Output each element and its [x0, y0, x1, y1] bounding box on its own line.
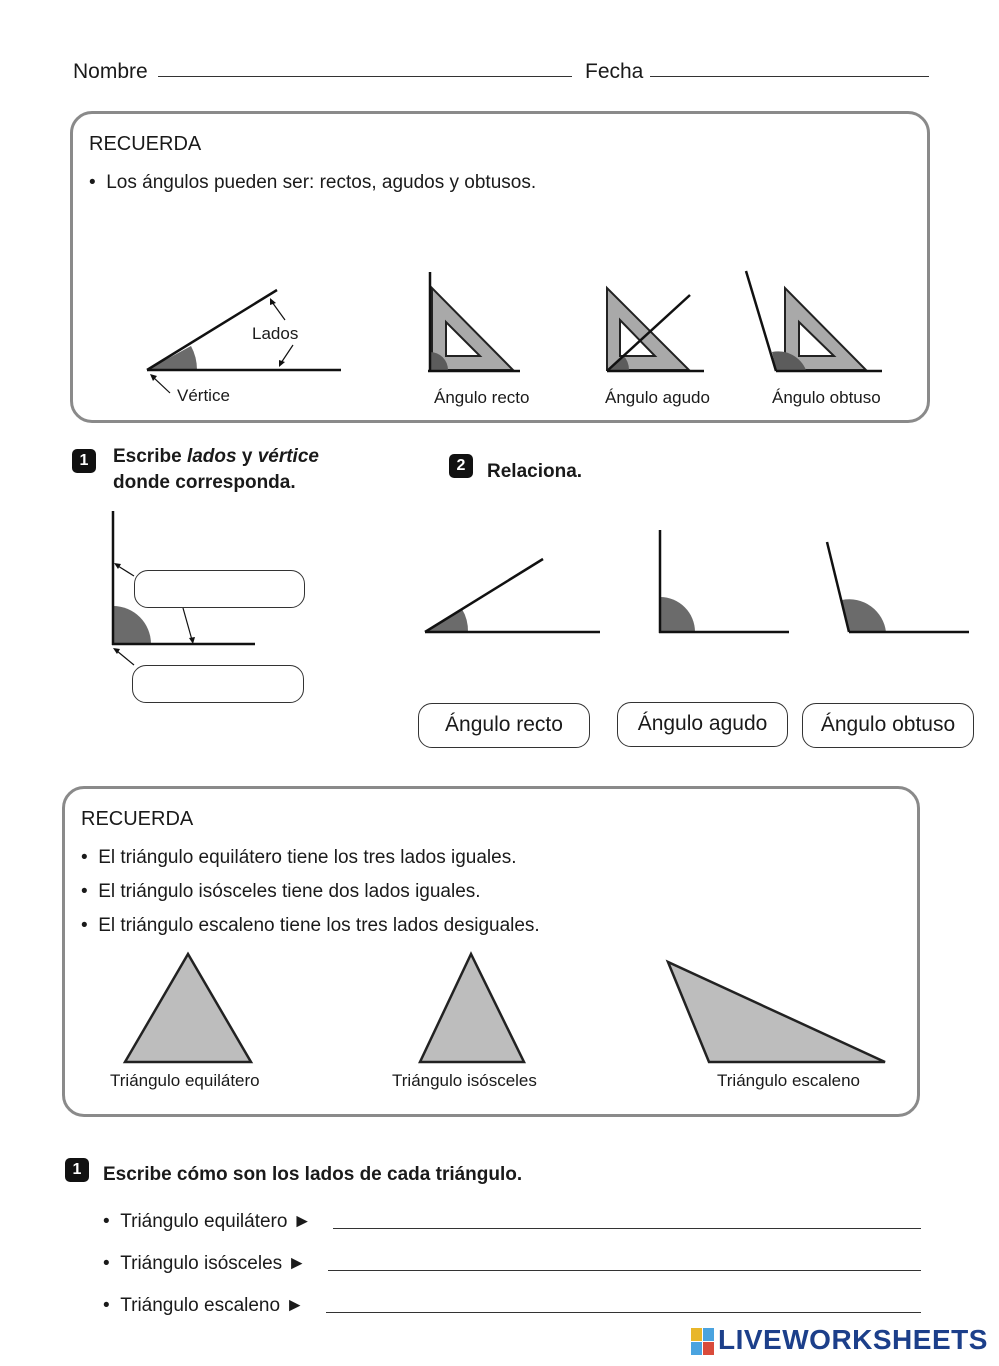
- triangle-bullet-3: • El triángulo escaleno tiene los tres lados desiguales.: [81, 915, 540, 936]
- ex1-title-pre: Escribe: [113, 446, 187, 467]
- caption-equilatero: Triángulo equilátero: [110, 1071, 260, 1090]
- item-isosceles-label: Triángulo isósceles ►: [120, 1253, 307, 1274]
- answer-line-equilatero[interactable]: [333, 1228, 921, 1229]
- answer-line-isosceles[interactable]: [328, 1270, 921, 1271]
- triangle-bullet-2-text: El triángulo isósceles tiene dos lados iguales.: [98, 881, 481, 902]
- item-equilatero-label: Triángulo equilátero ►: [120, 1211, 312, 1232]
- caption-obtuso: Ángulo obtuso: [772, 388, 881, 407]
- ex1-title-vertice: vértice: [257, 446, 319, 467]
- exercise3-title: Escribe cómo son los lados de cada triángulo.: [103, 1164, 523, 1185]
- caption-escaleno: Triángulo escaleno: [717, 1071, 861, 1090]
- answer-line-escaleno[interactable]: [326, 1312, 921, 1313]
- ex1-title-lados: lados: [186, 446, 237, 467]
- triangle-bullet-2: • El triángulo isósceles tiene dos lados iguales.: [81, 881, 481, 902]
- liveworksheets-brand[interactable]: LIVEWORKSHEETS: [718, 1324, 988, 1355]
- caption-recto: Ángulo recto: [434, 388, 530, 407]
- option-angulo-recto[interactable]: Ángulo recto: [418, 703, 590, 748]
- name-label: Nombre: [73, 60, 148, 83]
- exercise3-number: 1: [65, 1158, 89, 1182]
- vertice-label: Vértice: [177, 386, 230, 405]
- recuerda-title: RECUERDA: [89, 133, 202, 155]
- item-escaleno: • Triángulo escaleno ►: [103, 1295, 305, 1316]
- option-angulo-agudo[interactable]: Ángulo agudo: [617, 702, 788, 747]
- caption-agudo: Ángulo agudo: [605, 388, 710, 407]
- scalene-triangle: [668, 962, 885, 1062]
- exercise2-title: Relaciona.: [487, 461, 583, 482]
- equilateral-triangle: [125, 954, 251, 1062]
- option-angulo-obtuso[interactable]: Ángulo obtuso: [802, 703, 974, 748]
- angles-bullet: • Los ángulos pueden ser: rectos, agudos y obtusos.: [89, 172, 537, 193]
- lados-label: Lados: [252, 324, 299, 343]
- triangle-bullet-1: • El triángulo equilátero tiene los tres lados iguales.: [81, 847, 517, 868]
- ex1-title-mid: y: [236, 446, 258, 467]
- isosceles-triangle: [420, 954, 524, 1062]
- item-isosceles: • Triángulo isósceles ►: [103, 1253, 307, 1274]
- item-equilatero: • Triángulo equilátero ►: [103, 1211, 312, 1232]
- angles-bullet-text: Los ángulos pueden ser: rectos, agudos y obtusos.: [106, 172, 537, 193]
- exercise1-title-line2: donde corresponda.: [113, 472, 296, 493]
- recuerda2-title: RECUERDA: [81, 808, 194, 830]
- exercise1-number: 1: [72, 449, 96, 473]
- triangle-bullet-3-text: El triángulo escaleno tiene los tres lados desiguales.: [98, 915, 540, 936]
- item-escaleno-label: Triángulo escaleno ►: [120, 1295, 305, 1316]
- date-label: Fecha: [585, 60, 644, 83]
- liveworksheets-logo-icon: [691, 1328, 715, 1356]
- caption-isosceles: Triángulo isósceles: [392, 1071, 537, 1090]
- triangle-bullet-1-text: El triángulo equilátero tiene los tres lados iguales.: [98, 847, 517, 868]
- exercise2-number: 2: [449, 454, 473, 478]
